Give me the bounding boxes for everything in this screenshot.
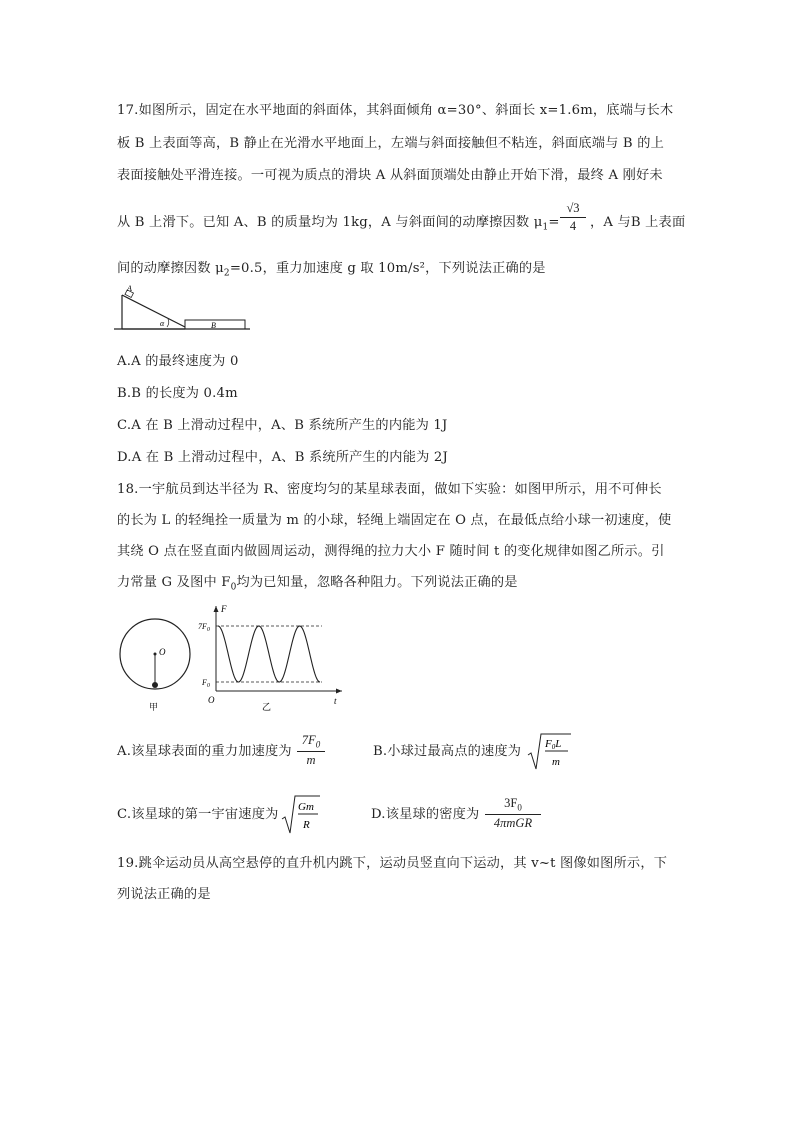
mu1-fraction: $\frac{√3}{4}$ bbox=[560, 201, 586, 234]
q17-line-2: 板 B 上表面等高，B 静止在光滑水平地面上，左端与斜面接触但不粘连，斜面底端与 B 的上 bbox=[117, 136, 664, 151]
q17-line-5: 间的动摩擦因数 $\mu_2=0.5$，重力加速度 g 取 10m/s²，下列说法正确的是 bbox=[117, 261, 546, 279]
q18-line-1: 18.一宇航员到达半径为 R、密度均匀的某星球表面，做如下实验：如图甲所示，用不可伸长 bbox=[117, 482, 662, 497]
svg-text:F0L: F0L bbox=[545, 738, 562, 751]
sqrt-C bbox=[280, 793, 322, 835]
axis-t: t bbox=[334, 696, 337, 706]
sqrt-B bbox=[526, 731, 572, 771]
circle-figure bbox=[115, 608, 195, 714]
q17-option-a: A.A 的最终速度为 0 bbox=[117, 354, 239, 369]
tick-7F0: $7F_0$ bbox=[198, 622, 210, 633]
label-O: O bbox=[159, 647, 166, 657]
q19-line-1: 19.跳伞运动员从高空悬停的直升机内跳下，运动员竖直向下运动，其 v~t 图像如图所示，下 bbox=[117, 856, 668, 871]
q18-option-a: A.该星球表面的重力加速度为 bbox=[117, 744, 292, 759]
force-curve bbox=[218, 626, 320, 682]
q18-option-c: C.该星球的第一宇宙速度为 bbox=[117, 807, 279, 822]
axis-origin: O bbox=[208, 695, 215, 705]
tick-F0: $F_0$ bbox=[202, 678, 210, 689]
q18-line-3: 其绕 O 点在竖直面内做圆周运动，测得绳的拉力大小 F 随时间 t 的变化规律如图乙所示。引 bbox=[117, 544, 665, 559]
optD-fraction: $3F_0$ 4πmGR bbox=[485, 796, 541, 831]
q18-line-2: 的长为 L 的轻绳拴一质量为 m 的小球，轻绳上端固定在 O 点，在最低点给小球一初速度，使 bbox=[117, 513, 672, 528]
axis-F: F bbox=[221, 604, 227, 614]
q17-line-4: 从 B 上滑下。已知 A、B 的质量均为 1kg，A 与斜面间的动摩擦因数 $\mu_1=$ bbox=[117, 215, 560, 233]
incline-figure bbox=[112, 283, 257, 335]
q17-line-3: 表面接触处平滑连接。一可视为质点的滑块 A 从斜面顶端处由静止开始下滑，最终 A 刚好未 bbox=[117, 168, 663, 183]
q18-option-d: D.该星球的密度为 bbox=[371, 807, 480, 822]
q17-option-c: C.A 在 B 上滑动过程中，A、B 系统所产生的内能为 1J bbox=[117, 418, 448, 433]
q17-option-b: B.B 的长度为 0.4m bbox=[117, 386, 238, 401]
q18-line-4: 力常量 G 及图中 $F_0$均为已知量，忽略各种阻力。下列说法正确的是 bbox=[117, 575, 518, 593]
label-B: B bbox=[211, 321, 216, 330]
svg-text:R: R bbox=[303, 819, 310, 831]
force-time-graph bbox=[196, 604, 346, 714]
label-alpha: α bbox=[160, 319, 165, 328]
label-A: A bbox=[127, 284, 132, 293]
label-jia: 甲 bbox=[149, 702, 159, 712]
svg-text:m: m bbox=[552, 756, 560, 768]
optA-fraction: $\frac{7F_0}{m}$ bbox=[297, 733, 325, 768]
q19-line-2: 列说法正确的是 bbox=[117, 887, 211, 902]
q17-line-1: 17.如图所示，固定在水平地面的斜面体，其斜面倾角 α=30°、斜面长 x=1.6m，底端与长木 bbox=[117, 103, 674, 118]
q17-line-4-tail: ，A 与B 上表面 bbox=[590, 215, 686, 230]
q18-option-b: B.小球过最高点的速度为 bbox=[373, 744, 522, 759]
q17-option-d: D.A 在 B 上滑动过程中，A、B 系统所产生的内能为 2J bbox=[117, 450, 448, 465]
svg-text:Gm: Gm bbox=[298, 801, 314, 813]
label-yi: 乙 bbox=[262, 702, 272, 712]
